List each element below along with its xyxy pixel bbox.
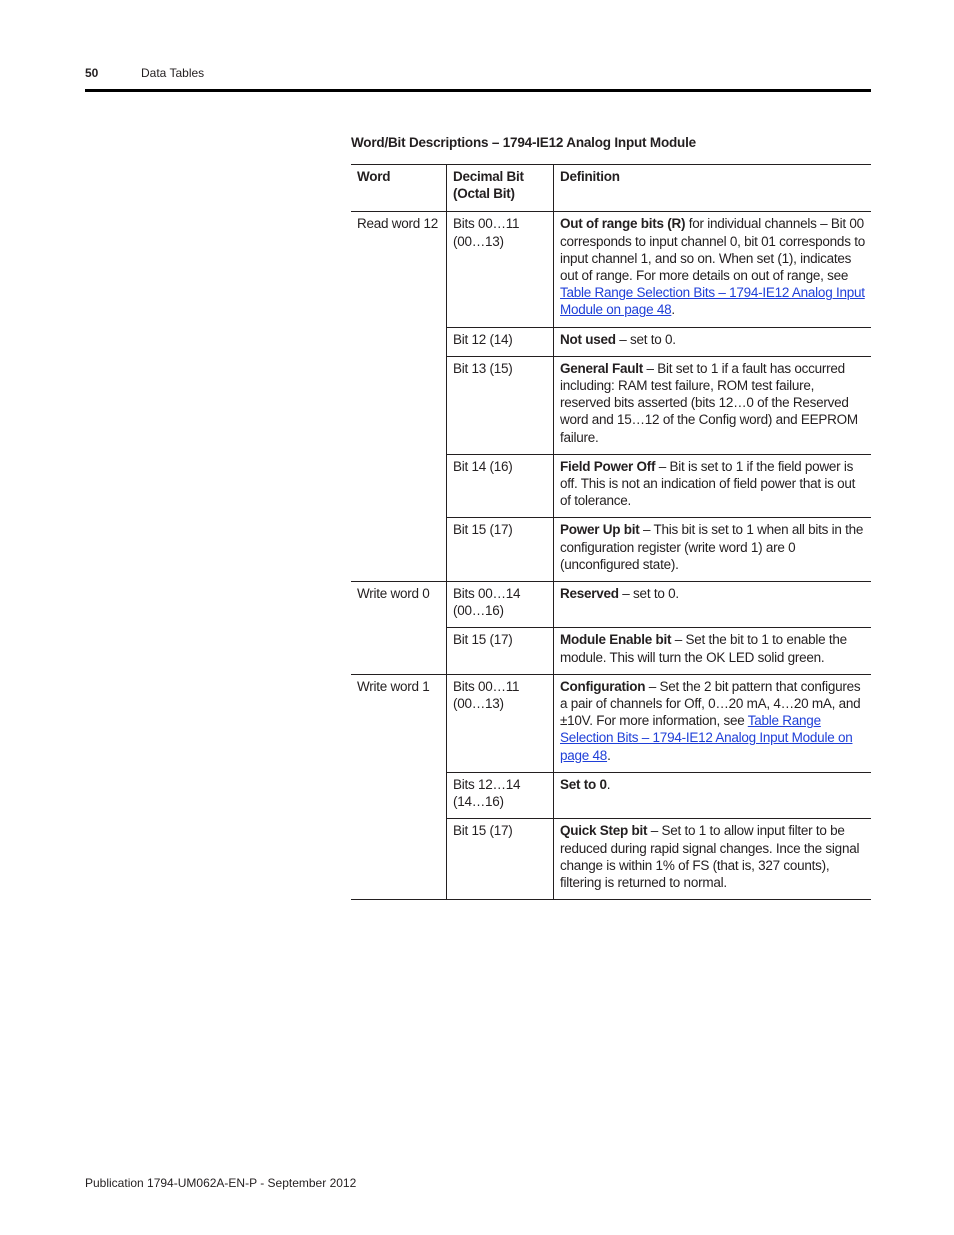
definition-text: – Bit is set to 1 if the field power is off. This is not an indication of field power that is out of tolerance. [560,458,856,509]
definition-term: General Fault [560,360,644,376]
definition-term: Out of range bits (R) [560,216,686,232]
bit-cell [447,582,554,628]
header-rule [85,89,871,92]
definition-text: – set to 0. [615,331,676,347]
publication-footer: Publication 1794-UM062A-EN-P - September 2012 [85,1176,357,1190]
definition-text: – Set the bit to 1 to enable the module. This will turn the OK LED solid green. [560,632,847,665]
bit-cell: Bit 15 (17) [447,819,554,900]
definition-cell [554,518,872,582]
definition-cell [554,327,872,356]
col-octal-bit-line2: (Octal Bit) [453,186,515,202]
definition-tail: . [671,302,675,318]
bit-cell [447,772,554,818]
definition-term: Set to 0 [560,776,607,792]
table-row [351,212,871,327]
col-decimal-bit-header [447,165,554,212]
bit-line1: Bits 00…14 [453,586,521,602]
col-word-header: Word [351,165,447,212]
definition-term: Field Power Off [560,458,656,474]
bit-line1: Bits 00…11 [453,216,520,232]
word-bit-table [351,164,871,900]
table-range-selection-link[interactable]: Table Range Selection Bits – 1794-IE12 Analog Input Module on page 48 [560,285,865,318]
bit-cell [447,674,554,772]
definition-text: – Set the 2 bit pattern that configures a pair of channels for Off, 0…20 mA, 4…20 mA, and ±10V. For more information, see [560,678,861,729]
definition-term: Configuration [560,678,646,694]
word-cell: Write word 1 [351,674,447,899]
definition-text: – Set to 1 to allow input filter to be reduced during rapid signal changes. Ince the signal change is within 1% of FS (that is, 327 counts), filtering is returned to normal. [560,823,860,890]
bit-line2: (00…16) [453,603,504,619]
table-range-selection-link[interactable]: Table Range Selection Bits – 1794-IE12 Analog Input Module on page 48 [560,713,853,763]
col-decimal-bit-line1: Decimal Bit [453,169,524,184]
definition-cell [554,674,872,772]
page-number: 50 [85,66,99,80]
bit-cell: Bit 13 (15) [447,356,554,454]
bit-line2: (00…13) [453,233,504,249]
bit-cell: Bit 15 (17) [447,628,554,674]
table-row [351,674,871,772]
word-cell: Read word 12 [351,212,447,582]
bit-line2: (14…16) [453,794,504,810]
definition-term: Reserved [560,586,619,602]
bit-cell: Bit 14 (16) [447,454,554,518]
definition-text: – This bit is set to 1 when all bits in the configuration register (write word 1) are 0 (unconfigured state). [560,522,864,572]
section-title: Data Tables [141,66,205,80]
definition-cell [554,628,872,674]
bit-cell [447,212,554,327]
word-cell: Write word 0 [351,582,447,675]
bit-cell: Bit 12 (14) [447,327,554,356]
bit-cell: Bit 15 (17) [447,518,554,582]
definition-cell [554,582,872,628]
table-header-row [351,165,871,212]
definition-text: – Bit set to 1 if a fault has occurred including: RAM test failure, ROM test failure, reserved bits asserted (bits 12…0 of the Reserved word and 15…12 of the Config word) and EEPROM failure. [560,360,858,445]
definition-cell [554,772,872,818]
col-definition-header: Definition [560,169,620,184]
table-title: Word/Bit Descriptions – 1794-IE12 Analog Input Module [351,135,696,150]
bit-line1: Bits 00…11 [453,678,520,694]
definition-cell [554,356,872,454]
definition-tail: . [607,747,611,763]
definition-text: – set to 0. [618,586,679,602]
definition-term: Module Enable bit [560,632,672,648]
definition-text: . [606,776,611,792]
definition-text: for individual channels – Bit 00 corresponds to input channel 0, bit 01 corresponds to input channel 1, and so on. When set (1), indicates out of range. For more details on out of range, see [560,216,865,284]
definition-cell [554,454,872,518]
definition-term: Not used [560,331,616,347]
bit-line2: (00…13) [453,696,504,712]
bit-line1: Bits 12…14 [453,776,521,792]
table-row [351,582,871,628]
definition-term: Power Up bit [560,522,640,538]
definition-cell [554,212,872,327]
definition-cell [554,819,872,900]
definition-term: Quick Step bit [560,823,648,839]
